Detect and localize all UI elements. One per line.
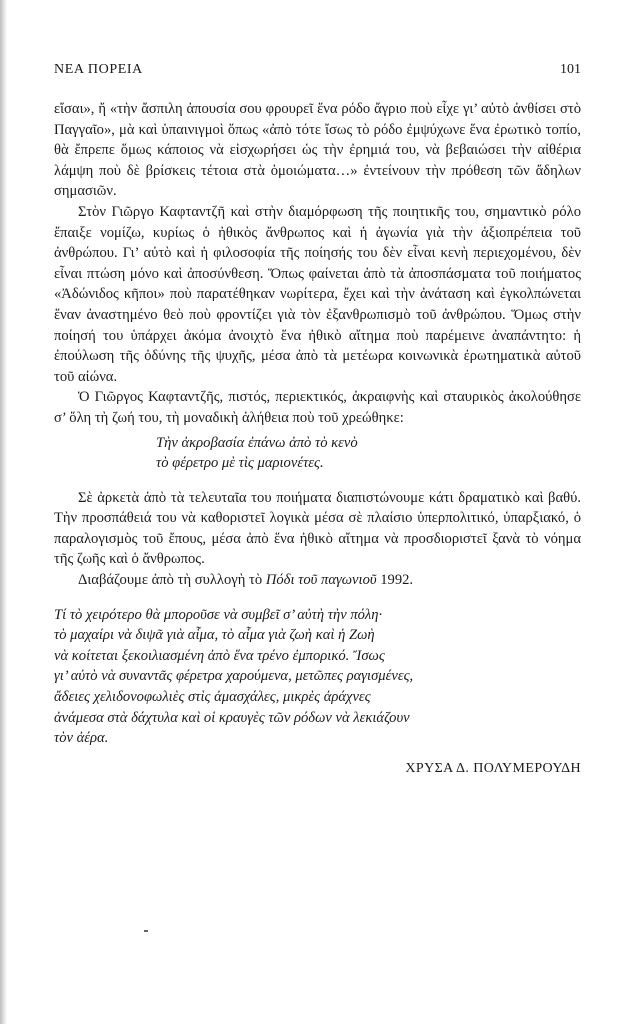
paragraph: Ὁ Γιῶργος Καφταντζῆς, πιστός, περιεκτικός, ἀκραιφνὴς καὶ σταυρικὸς ἀκολούθησε σ’ ὅλη τὴ ζωή του, τὴ μοναδικὴ ἀλήθεια ποὺ τοῦ χρεώθηκε: [54, 389, 581, 426]
author-signature: ΧΡΥΣΑ Δ. ΠΟΛΥΜΕΡΟΥΔΗ [405, 760, 581, 776]
paragraph [54, 570, 581, 591]
verse-line: γι’ αὐτὸ νὰ συναντᾶς φέρετρα χαρούμενα, μετῶπες ραγισμένες, [54, 668, 414, 685]
page-binding-edge [0, 0, 7, 1024]
paragraph: εἴσαι», ἤ «τὴν ἄσπιλη ἀπουσία σου φρουρεῖ ἕνα ρόδο ἄγριο ποὺ εἶχε γι’ αὐτὸ ἀνθίσει στὸ Παγγαῖο», μὰ καὶ ὑπαινιγμοὶ ὅπως «ἀπὸ τότε ἴσως τὸ ρόδο ἐμψύχωνε ἕνα ἐρωτικὸ τοπίο, θὰ ἔπρεπε ὅμως κάποιος νὰ εἰσχωρήσει ὡς τὴν ἐρημιά του, νὰ βεβαιώσει τὴν αἰθέρια λάμψη ποὺ δὲ βρίσκεις τέτοια στὰ ὁμοιώματα…» ἐντείνουν τὴν πρόθεση τῶν ἄδηλων σημασιῶν. [54, 101, 581, 200]
article-body [54, 99, 581, 779]
verse-line: Τὴν ἀκροβασία ἐπάνω ἀπὸ τὸ κενὸ [156, 434, 358, 451]
verse-line: Τί τὸ χειρότερο θὰ μποροῦσε νὰ συμβεῖ σ’ αὐτὴ τὴν πόλη· [54, 606, 383, 623]
journal-title: ΝΕΑ ΠΟΡΕΙΑ [54, 62, 143, 77]
paragraph: Σὲ ἀρκετὰ ἀπὸ τὰ τελευταῖα του ποιήματα διαπιστώνουμε κάτι δραματικὸ καὶ βαθύ. Τὴν προσπάθειά του νὰ καθοριστεῖ λογικὰ μέσα σὲ πλαίσιο ὑπερπολιτικό, ὑπαρξιακό, ὁ παραλογισμὸς τοῦ ἔπους, μέσα ἀπὸ ἕνα ἠθικὸ αἴτημα νὰ προσδιοριστεῖ ξανὰ τὸ νόημα τῆς ζωῆς καὶ ὁ ἄνθρωπος. [54, 489, 581, 568]
page-number: 101 [560, 62, 581, 77]
quoted-poem [54, 605, 581, 749]
running-header [54, 62, 581, 82]
verse-line: τὸ φέρετρο μὲ τὶς μαριονέτες. [156, 455, 324, 472]
paragraph-text: Διαβάζουμε ἀπὸ τὴ συλλογὴ τὸ Πόδι τοῦ παγωνιοῦ 1992. [78, 572, 414, 589]
verse-line: τὸ μαχαίρι νὰ διψᾶ γιὰ αἷμα, τὸ αἷμα γιὰ ζωὴ καὶ ἡ Ζωὴ [54, 627, 375, 644]
quoted-verse [54, 433, 581, 474]
paragraph: Στὸν Γιῶργο Καφταντζῆ καὶ στὴν διαμόρφωση τῆς ποιητικῆς του, σημαντικὸ ρόλο ἔπαιξε νομίζω, κυρίως ὁ ἠθικὸς ἄνθρωπος καὶ ἡ ἀγωνία γιὰ τὴν ἀξιοπρέπεια τοῦ ἀνθρώπου. Γι’ αὐτὸ καὶ ἡ φιλοσοφία τῆς ποίησής του δὲν εἶναι κενὴ περιεχομένου, δὲν εἶναι πτώση μόνο καὶ ἀποσύνθεση. Ὅπως φαίνεται ἀπὸ τὰ ἀποσπάσματα τοῦ ποιήματος «Ἀδώνιδος κῆποι» ποὺ παρατέθηκαν νωρίτερα, ἔχει καὶ τὴν ἀνάταση καὶ ἐγκολπώνεται ἕναν ἀναστημένο θεὸ ποὺ φροντίζει γιὰ τὸν ἐξανθρωπισμὸ τοῦ ἀνθρώπου. Ὅμως στὴν ποίησή του ὑπάρχει ἀκόμα ἀνοιχτὸ ἕνα ἠθικὸ αἴτημα ποὺ παρέμεινε ἀναπάντητο: ἡ ἐπούλωση τῆς ὀδύνης τῆς ψυχῆς, μέσα ἀπὸ τὰ μετέωρα κοινωνικὰ ἐρωτηματικὰ αὐτοῦ τοῦ αἰώνα. [54, 203, 581, 385]
print-speck [144, 930, 148, 932]
verse-line: τὸν ἀέρα. [54, 730, 109, 747]
verse-line: νὰ κοίτεται ξεκοιλιασμένη ἀπὸ ἕνα τρένο ἐμπορικό. Ἴσως [54, 647, 385, 664]
verse-line: ἄδειες χελιδονοφωλιὲς στὶς ἀμασχάλες, μικρὲς ἀράχνες [54, 689, 371, 706]
verse-line: ἀνάμεσα στὰ δάχτυλα καὶ οἱ κραυγὲς τῶν ρόδων νὰ λεκιάζουν [54, 709, 410, 726]
book-title: Πόδι τοῦ παγωνιοῦ [265, 572, 377, 589]
